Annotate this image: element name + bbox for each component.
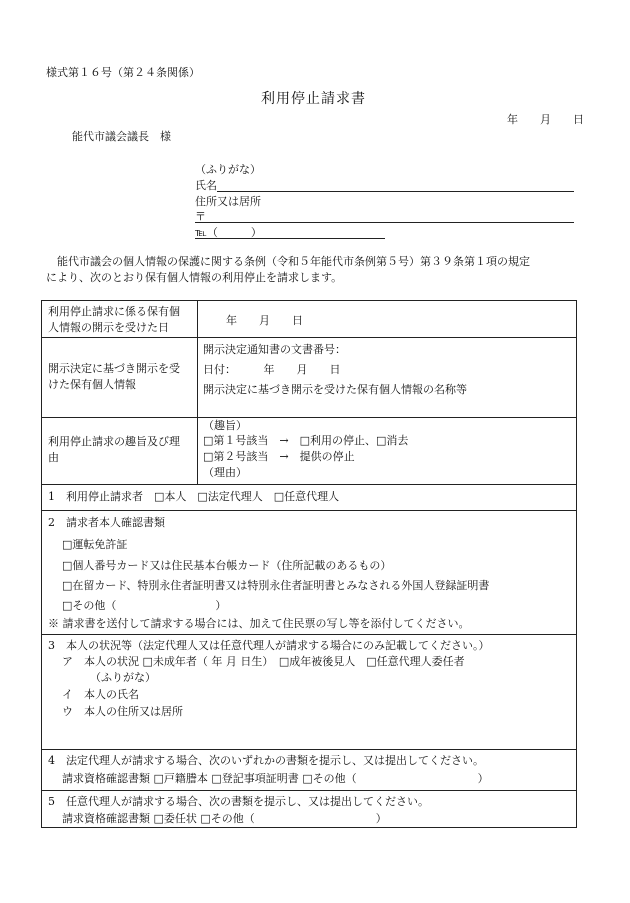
- id-option-my-number-card[interactable]: □個人番号カード又は住民基本台帳カード（住所記載のあるもの）: [62, 559, 392, 572]
- row3-label-line2: 由: [48, 451, 59, 464]
- row3-label-line1: 利用停止請求の趣旨及び理: [48, 435, 180, 448]
- row2-label: [48, 361, 180, 393]
- row-divider-7: [42, 790, 576, 791]
- form-number: 様式第１６号（第２４条関係）: [46, 66, 200, 79]
- purpose-heading: （趣旨）: [203, 419, 247, 432]
- requester-tel-field[interactable]: [195, 238, 385, 239]
- row-divider-6: [42, 749, 576, 750]
- row-divider-3: [42, 484, 576, 485]
- voluntary-agent-heading: 5 任意代理人が請求する場合、次の書類を提示し、又は提出してください。: [48, 795, 429, 808]
- principal-address-label: ウ 本人の住所又は居所: [62, 705, 183, 718]
- row-divider-4: [42, 510, 576, 511]
- principal-status-options[interactable]: ア 本人の状況 □未成年者（ 年 月 日生） □成年被後見人 □任意代理人委任者: [62, 655, 465, 668]
- row-divider-2: [42, 417, 576, 418]
- row2-label-line2: けた保有個人情報: [48, 378, 136, 391]
- principal-status-heading: 3 本人の状況等（法定代理人又は任意代理人が請求する場合にのみ記載してください。）: [48, 639, 490, 652]
- row1-label-line1: 利用停止請求に係る保有個: [48, 305, 180, 318]
- purpose-option-2[interactable]: □第２号該当 → 提供の停止: [203, 450, 355, 463]
- notice-document-number-field[interactable]: 開示決定通知書の文書番号：: [203, 343, 346, 356]
- page-title: 利用停止請求書: [261, 91, 366, 107]
- reason-heading: （理由）: [203, 466, 247, 479]
- request-table: [41, 300, 577, 828]
- intro-line-2: により、次のとおり保有個人情報の利用停止を請求します。: [46, 271, 343, 284]
- requester-type-options[interactable]: 1 利用停止請求者 □本人 □法定代理人 □任意代理人: [48, 490, 340, 503]
- requester-address-field[interactable]: [195, 222, 574, 223]
- row3-label: [48, 434, 180, 466]
- row-divider-5: [42, 634, 576, 635]
- requester-address-label: 住所又は居所: [195, 195, 261, 208]
- postal-mark: 〒: [195, 210, 206, 223]
- disclosure-date-field[interactable]: 年 月 日: [226, 314, 303, 327]
- row1-label-line2: 人情報の開示を受けた日: [48, 321, 169, 334]
- disclosed-info-name-field[interactable]: 開示決定に基づき開示を受けた保有個人情報の名称等: [203, 383, 467, 396]
- purpose-option-1[interactable]: □第１号該当 → □利用の停止、□消去: [203, 434, 409, 447]
- notice-date-field[interactable]: 日付： 年 月 日: [203, 363, 341, 376]
- requester-name-label: 氏名: [195, 179, 217, 192]
- legal-agent-heading: 4 法定代理人が請求する場合、次のいずれかの書類を提示し、又は提出してください。: [48, 754, 484, 767]
- date-line: 年 月 日: [507, 113, 584, 126]
- tel-label: ℡（ ）: [195, 226, 262, 239]
- id-option-residence-card[interactable]: □在留カード、特別永住者証明書又は特別永住者証明書とみなされる外国人登録証明書: [62, 579, 490, 592]
- addressee: 能代市議会議長 様: [72, 130, 171, 143]
- requester-furigana-label: （ふりがな）: [195, 163, 261, 176]
- row-divider-1: [42, 337, 576, 338]
- id-option-other[interactable]: □その他（ ）: [62, 599, 227, 612]
- principal-name-label: イ 本人の氏名: [62, 688, 139, 701]
- mail-note: ※ 請求書を送付して請求する場合には、加えて住民票の写し等を添付してください。: [48, 617, 470, 630]
- row2-label-line1: 開示決定に基づき開示を受: [48, 362, 180, 375]
- intro-line-1: 能代市議会の個人情報の保護に関する条例（令和５年能代市条例第５号）第３９条第１項の規定: [57, 255, 530, 268]
- id-documents-heading: 2 請求者本人確認書類: [48, 516, 165, 529]
- legal-agent-documents[interactable]: 請求資格確認書類 □戸籍謄本 □登記事項証明書 □その他（ ）: [62, 772, 489, 785]
- principal-furigana-label: （ふりがな）: [90, 671, 156, 684]
- voluntary-agent-documents[interactable]: 請求資格確認書類 □委任状 □その他（ ）: [62, 812, 387, 825]
- id-option-drivers-license[interactable]: □運転免許証: [62, 538, 128, 551]
- row1-label: [48, 304, 180, 336]
- requester-name-field[interactable]: [217, 191, 574, 192]
- column-divider: [197, 301, 198, 484]
